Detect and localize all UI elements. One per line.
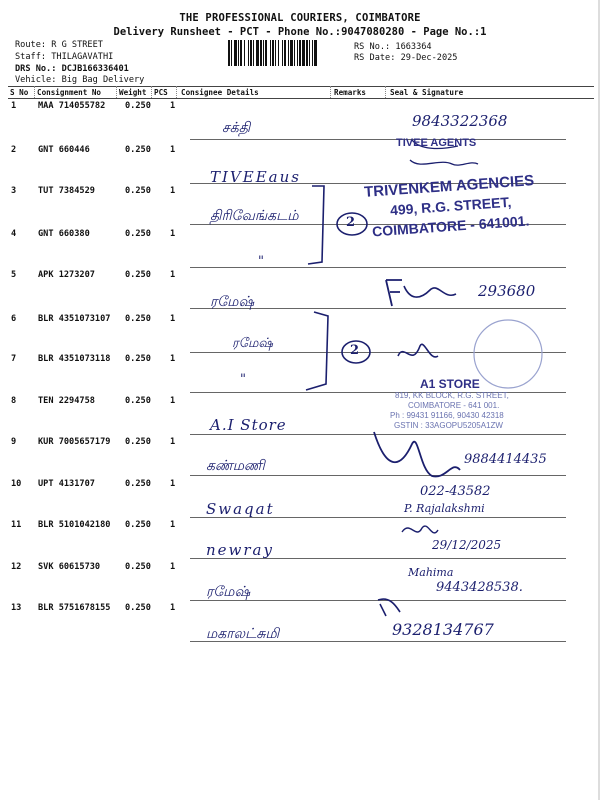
company-title: THE PROFESSIONAL COURIERS, COIMBATORE: [179, 12, 421, 24]
consignee-hand-11: newray: [206, 541, 274, 559]
col-weight: Weight: [119, 88, 147, 97]
signature-name-10: P. Rajalakshmi: [404, 502, 485, 515]
col-seal: Seal & Signature: [390, 88, 464, 97]
row-pcs: 1: [170, 270, 176, 280]
consignment-number: GNT 660446: [38, 145, 90, 155]
row-sno: 2: [11, 145, 17, 155]
row-pcs: 1: [170, 229, 176, 239]
consignee-hand-7: ": [240, 372, 246, 387]
consignee-hand-4: ": [258, 254, 264, 269]
row-sno: 1: [11, 101, 17, 111]
row-sno: 9: [11, 437, 17, 447]
consignee-hand-5: ரமேஷ்: [210, 294, 255, 310]
consignment-number: MAA 714055782: [38, 101, 106, 111]
stamp-trivenkem-name: TRIVENKEM AGENCIES: [363, 172, 535, 201]
row-pcs: 1: [170, 437, 176, 447]
row-sno: 3: [11, 186, 17, 196]
row-sno: 10: [11, 479, 22, 489]
consignee-hand-6: ரமேஷ்: [232, 336, 273, 351]
consignment-number: UPT 4131707: [38, 479, 95, 489]
consignment-number: APK 1273207: [38, 270, 95, 280]
row-pcs: 1: [170, 479, 176, 489]
row-pcs: 1: [170, 145, 176, 155]
row-weight: 0.250: [125, 437, 151, 447]
stamp-a1-address: 819, KK BLOCK, R.G. STREET,: [395, 391, 509, 400]
row-sno: 4: [11, 229, 17, 239]
consignee-hand-2: TIVEEaus: [210, 168, 301, 186]
col-consignee: Consignee Details: [181, 88, 259, 97]
row-weight: 0.250: [125, 479, 151, 489]
row-sno: 13: [11, 603, 22, 613]
runsheet-subtitle: Delivery Runsheet - PCT - Phone No.:9047080280 - Page No.:1: [113, 26, 487, 38]
signature-phone-1: 9843322368: [412, 112, 508, 130]
stamp-a1-phone: Ph : 99431 91166, 90430 42318: [390, 411, 504, 420]
consignee-hand-1: சக்தி: [222, 120, 251, 136]
signature-number-5: 293680: [478, 282, 536, 300]
stamp-a1-city: COIMBATORE - 641 001.: [408, 401, 500, 410]
signature-name-12: Mahima: [408, 566, 454, 579]
row-sno: 8: [11, 396, 17, 406]
row-weight: 0.250: [125, 145, 151, 155]
row-sno: 5: [11, 270, 17, 280]
consignment-number: BLR 4351073107: [38, 314, 111, 324]
stamp-trivenkem-city: COIMBATORE - 641001.: [371, 212, 530, 240]
consignment-number: KUR 7005657179: [38, 437, 111, 447]
bracket-number-2: 2: [350, 343, 360, 358]
consignment-number: BLR 5101042180: [38, 520, 111, 530]
row-pcs: 1: [170, 314, 176, 324]
drs-number: DRS No.: DCJB166336401: [15, 64, 129, 74]
rs-date: RS Date: 29-Dec-2025: [354, 53, 458, 63]
consignment-number: GNT 660380: [38, 229, 90, 239]
stamp-a1-store-title: A1 STORE: [420, 377, 480, 391]
staff-label: Staff: THILAGAVATHI: [15, 52, 114, 62]
row-weight: 0.250: [125, 101, 151, 111]
row-sno: 6: [11, 314, 17, 324]
route-label: Route: R G STREET: [15, 40, 103, 50]
consignment-number: TEN 2294758: [38, 396, 95, 406]
rs-number: RS No.: 1663364: [354, 42, 432, 52]
signature-phone-9: 9884414435: [464, 452, 547, 467]
row-weight: 0.250: [125, 186, 151, 196]
consignment-number: SVK 60615730: [38, 562, 101, 572]
bracket-number-1: 2: [346, 215, 356, 230]
signature-phone-13: 9328134767: [392, 620, 494, 639]
col-remarks: Remarks: [334, 88, 367, 97]
row-weight: 0.250: [125, 562, 151, 572]
row-pcs: 1: [170, 101, 176, 111]
row-sno: 11: [11, 520, 22, 530]
row-pcs: 1: [170, 396, 176, 406]
stamp-tivee-agents: TIVEE AGENTS: [396, 137, 477, 149]
row-weight: 0.250: [125, 396, 151, 406]
consignee-hand-9: கண்மணி: [206, 458, 265, 474]
signature-phone-10: 022-43582: [420, 484, 491, 499]
consignee-hand-12: ரமேஷ்: [206, 584, 251, 600]
consignee-hand-8: A.I Store: [210, 416, 287, 434]
consignment-number: BLR 4351073118: [38, 354, 111, 364]
row-weight: 0.250: [125, 314, 151, 324]
col-pcs: PCS: [154, 88, 168, 97]
row-sno: 12: [11, 562, 22, 572]
row-weight: 0.250: [125, 603, 151, 613]
consignment-number: BLR 5751678155: [38, 603, 111, 613]
row-weight: 0.250: [125, 270, 151, 280]
signature-phone-12: 9443428538.: [436, 580, 523, 595]
row-weight: 0.250: [125, 229, 151, 239]
row-sno: 7: [11, 354, 17, 364]
vehicle-label: Vehicle: Big Bag Delivery: [15, 75, 145, 85]
consignee-hand-10: Swaqat: [206, 500, 275, 518]
col-sno: S No: [10, 88, 29, 97]
signature-date-11: 29/12/2025: [432, 538, 502, 552]
row-pcs: 1: [170, 186, 176, 196]
consignee-hand-13: மகாலட்சுமி: [206, 626, 280, 642]
row-pcs: 1: [170, 562, 176, 572]
row-pcs: 1: [170, 520, 176, 530]
row-pcs: 1: [170, 603, 176, 613]
consignee-hand-3: திரிவேங்கடம்: [210, 208, 299, 224]
row-weight: 0.250: [125, 520, 151, 530]
col-consignment: Consignment No: [37, 88, 102, 97]
row-pcs: 1: [170, 354, 176, 364]
row-weight: 0.250: [125, 354, 151, 364]
stamp-trivenkem-address: 499, R.G. STREET,: [389, 193, 512, 219]
consignment-number: TUT 7384529: [38, 186, 95, 196]
stamp-a1-gstin: GSTIN : 33AGOPU5205A1ZW: [394, 421, 503, 430]
